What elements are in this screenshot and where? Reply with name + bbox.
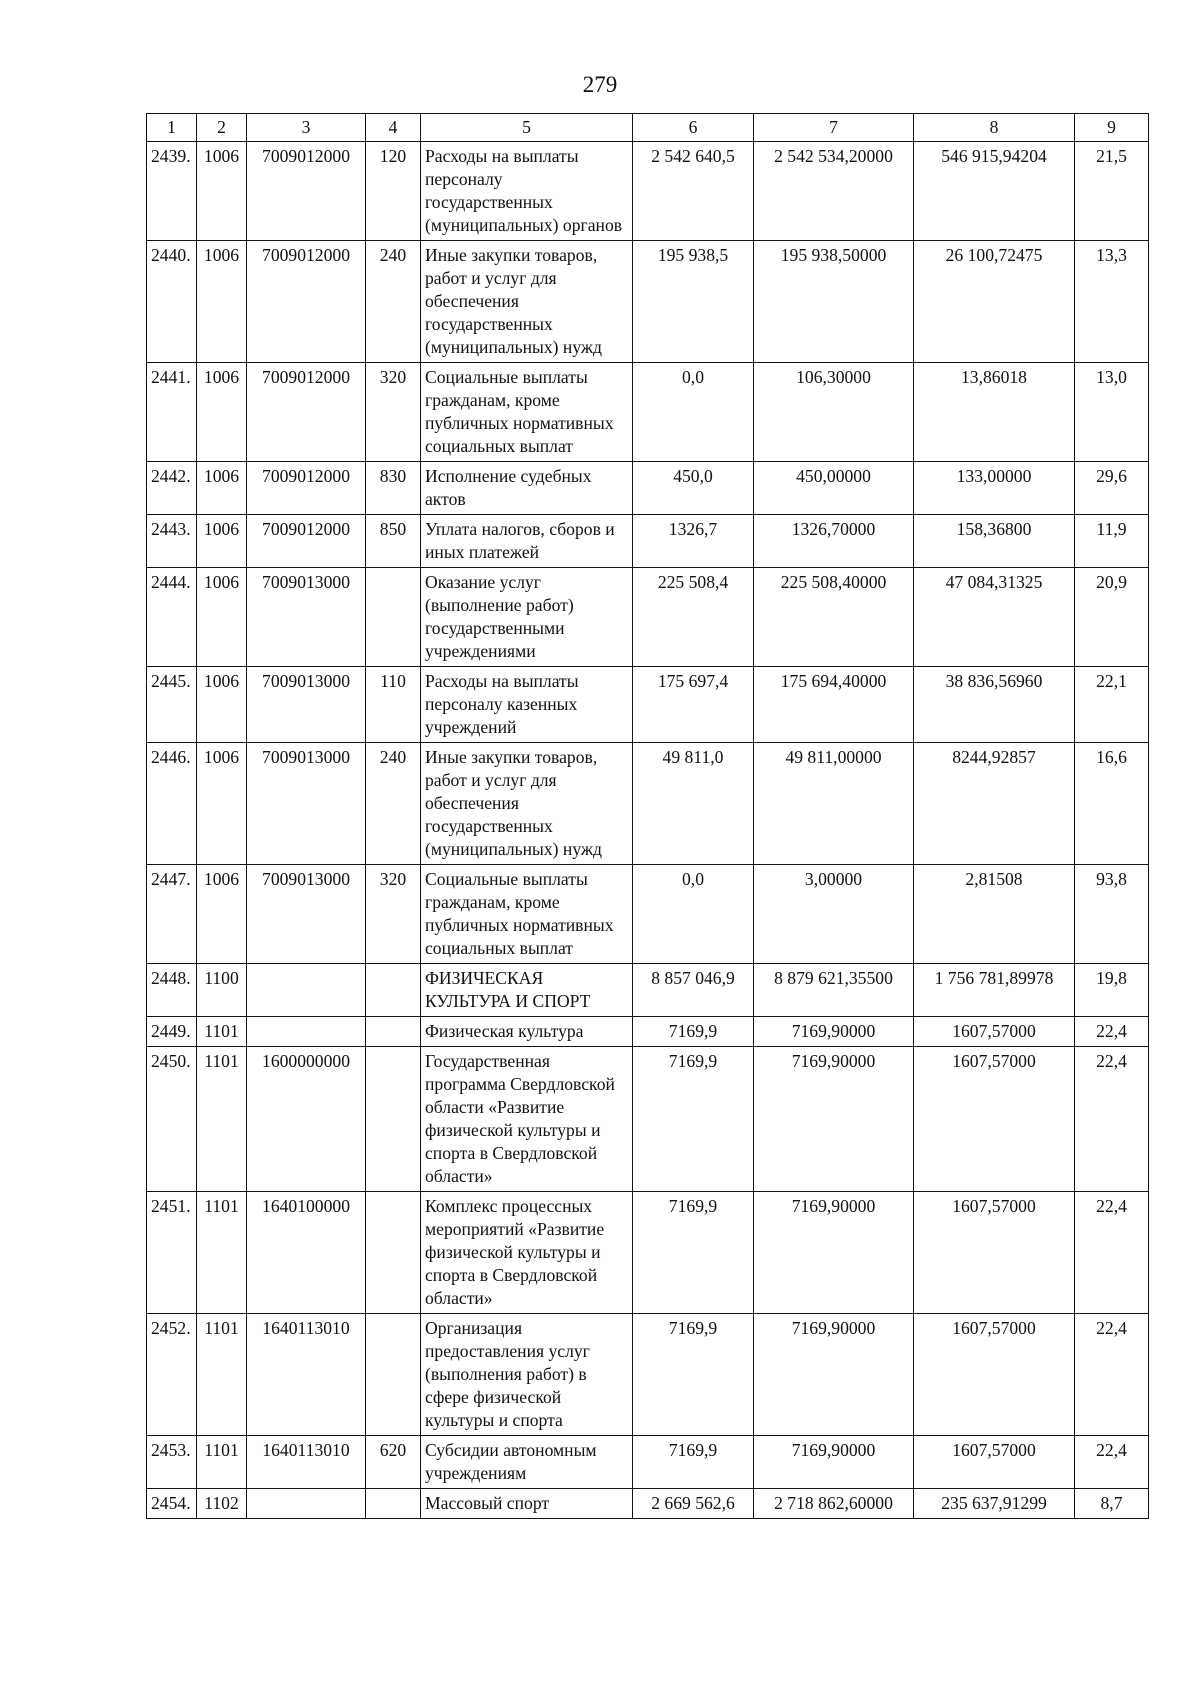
table-row [147,363,1149,462]
expense-type-cell [366,1017,421,1047]
approved-amount-cell: 7169,9 [633,1047,754,1192]
section-code-cell: 1006 [197,865,247,964]
table-row [147,142,1149,241]
table-row [147,743,1149,865]
section-code-cell: 1101 [197,1047,247,1192]
row-number-cell: 2450. [147,1047,197,1192]
table-row [147,1314,1149,1436]
revised-amount-cell: 2 718 862,60000 [754,1489,914,1519]
header-cell: 8 [914,114,1075,142]
revised-amount-cell: 225 508,40000 [754,568,914,667]
revised-amount-cell: 7169,90000 [754,1192,914,1314]
executed-amount-cell: 1607,57000 [914,1436,1075,1489]
revised-amount-cell: 7169,90000 [754,1017,914,1047]
table-body [147,142,1149,1519]
section-code-cell: 1101 [197,1017,247,1047]
execution-percent-cell: 13,3 [1075,241,1149,363]
approved-amount-cell: 450,0 [633,462,754,515]
description-cell: Государственная программа Свердловской области «Развитие физической культуры и спорта в Свердловской области» [421,1047,633,1192]
approved-amount-cell: 7169,9 [633,1436,754,1489]
header-row [147,114,1149,142]
executed-amount-cell: 1607,57000 [914,1017,1075,1047]
section-code-cell: 1006 [197,462,247,515]
execution-percent-cell: 16,6 [1075,743,1149,865]
table-row [147,1047,1149,1192]
execution-percent-cell: 13,0 [1075,363,1149,462]
header-cell: 2 [197,114,247,142]
description-cell: ФИЗИЧЕСКАЯ КУЛЬТУРА И СПОРТ [421,964,633,1017]
row-number-cell: 2440. [147,241,197,363]
approved-amount-cell: 0,0 [633,865,754,964]
expense-type-cell: 240 [366,241,421,363]
target-code-cell: 7009012000 [247,241,366,363]
revised-amount-cell: 7169,90000 [754,1047,914,1192]
target-code-cell: 1640113010 [247,1314,366,1436]
expense-type-cell: 320 [366,363,421,462]
expense-type-cell: 320 [366,865,421,964]
executed-amount-cell: 1607,57000 [914,1047,1075,1192]
execution-percent-cell: 29,6 [1075,462,1149,515]
execution-percent-cell: 22,1 [1075,667,1149,743]
description-cell: Физическая культура [421,1017,633,1047]
row-number-cell: 2446. [147,743,197,865]
section-code-cell: 1006 [197,142,247,241]
row-number-cell: 2449. [147,1017,197,1047]
execution-percent-cell: 8,7 [1075,1489,1149,1519]
target-code-cell: 7009013000 [247,667,366,743]
description-cell: Исполнение судебных актов [421,462,633,515]
approved-amount-cell: 49 811,0 [633,743,754,865]
section-code-cell: 1101 [197,1314,247,1436]
target-code-cell: 7009013000 [247,568,366,667]
approved-amount-cell: 175 697,4 [633,667,754,743]
header-cell: 4 [366,114,421,142]
executed-amount-cell: 1 756 781,89978 [914,964,1075,1017]
row-number-cell: 2442. [147,462,197,515]
revised-amount-cell: 1326,70000 [754,515,914,568]
approved-amount-cell: 225 508,4 [633,568,754,667]
executed-amount-cell: 47 084,31325 [914,568,1075,667]
header-cell: 3 [247,114,366,142]
row-number-cell: 2447. [147,865,197,964]
expense-type-cell: 120 [366,142,421,241]
execution-percent-cell: 22,4 [1075,1314,1149,1436]
header-cell: 9 [1075,114,1149,142]
approved-amount-cell: 0,0 [633,363,754,462]
expense-type-cell [366,1489,421,1519]
target-code-cell: 7009012000 [247,142,366,241]
expense-type-cell: 850 [366,515,421,568]
executed-amount-cell: 2,81508 [914,865,1075,964]
revised-amount-cell: 175 694,40000 [754,667,914,743]
executed-amount-cell: 546 915,94204 [914,142,1075,241]
approved-amount-cell: 195 938,5 [633,241,754,363]
executed-amount-cell: 1607,57000 [914,1314,1075,1436]
row-number-cell: 2439. [147,142,197,241]
row-number-cell: 2448. [147,964,197,1017]
approved-amount-cell: 2 542 640,5 [633,142,754,241]
section-code-cell: 1006 [197,667,247,743]
executed-amount-cell: 1607,57000 [914,1192,1075,1314]
expense-type-cell: 620 [366,1436,421,1489]
table-row [147,241,1149,363]
section-code-cell: 1102 [197,1489,247,1519]
execution-percent-cell: 22,4 [1075,1017,1149,1047]
approved-amount-cell: 7169,9 [633,1017,754,1047]
execution-percent-cell: 11,9 [1075,515,1149,568]
description-cell: Иные закупки товаров, работ и услуг для обеспечения государственных (муниципальных) нужд [421,743,633,865]
execution-percent-cell: 22,4 [1075,1192,1149,1314]
execution-percent-cell: 22,4 [1075,1436,1149,1489]
table-row [147,1017,1149,1047]
description-cell: Комплекс процессных мероприятий «Развитие физической культуры и спорта в Свердловской области» [421,1192,633,1314]
table-row [147,462,1149,515]
description-cell: Расходы на выплаты персоналу государственных (муниципальных) органов [421,142,633,241]
description-cell: Массовый спорт [421,1489,633,1519]
execution-percent-cell: 19,8 [1075,964,1149,1017]
description-cell: Субсидии автономным учреждениям [421,1436,633,1489]
row-number-cell: 2454. [147,1489,197,1519]
expense-type-cell [366,568,421,667]
description-cell: Организация предоставления услуг (выполнения работ) в сфере физической культуры и спорта [421,1314,633,1436]
section-code-cell: 1100 [197,964,247,1017]
section-code-cell: 1006 [197,568,247,667]
header-cell: 6 [633,114,754,142]
expense-type-cell [366,1192,421,1314]
executed-amount-cell: 133,00000 [914,462,1075,515]
approved-amount-cell: 8 857 046,9 [633,964,754,1017]
row-number-cell: 2451. [147,1192,197,1314]
description-cell: Расходы на выплаты персоналу казенных учреждений [421,667,633,743]
revised-amount-cell: 7169,90000 [754,1436,914,1489]
executed-amount-cell: 158,36800 [914,515,1075,568]
target-code-cell: 7009012000 [247,462,366,515]
executed-amount-cell: 26 100,72475 [914,241,1075,363]
table-row [147,515,1149,568]
description-cell: Социальные выплаты гражданам, кроме публичных нормативных социальных выплат [421,363,633,462]
expense-type-cell [366,1314,421,1436]
target-code-cell: 1640113010 [247,1436,366,1489]
row-number-cell: 2445. [147,667,197,743]
execution-percent-cell: 22,4 [1075,1047,1149,1192]
budget-table [146,113,1149,1519]
expense-type-cell [366,1047,421,1192]
table-row [147,964,1149,1017]
expense-type-cell: 240 [366,743,421,865]
section-code-cell: 1006 [197,515,247,568]
approved-amount-cell: 1326,7 [633,515,754,568]
executed-amount-cell: 8244,92857 [914,743,1075,865]
revised-amount-cell: 450,00000 [754,462,914,515]
expense-type-cell: 830 [366,462,421,515]
target-code-cell: 7009013000 [247,743,366,865]
header-cell: 7 [754,114,914,142]
expense-type-cell: 110 [366,667,421,743]
page-number: 279 [582,72,618,97]
executed-amount-cell: 38 836,56960 [914,667,1075,743]
revised-amount-cell: 8 879 621,35500 [754,964,914,1017]
target-code-cell [247,1017,366,1047]
row-number-cell: 2452. [147,1314,197,1436]
row-number-cell: 2453. [147,1436,197,1489]
revised-amount-cell: 7169,90000 [754,1314,914,1436]
header-cell: 1 [147,114,197,142]
table-row [147,568,1149,667]
execution-percent-cell: 21,5 [1075,142,1149,241]
section-code-cell: 1006 [197,743,247,865]
target-code-cell [247,1489,366,1519]
table-row [147,1192,1149,1314]
section-code-cell: 1006 [197,241,247,363]
target-code-cell [247,964,366,1017]
description-cell: Уплата налогов, сборов и иных платежей [421,515,633,568]
description-cell: Иные закупки товаров, работ и услуг для обеспечения государственных (муниципальных) нужд [421,241,633,363]
revised-amount-cell: 3,00000 [754,865,914,964]
target-code-cell: 7009012000 [247,363,366,462]
revised-amount-cell: 106,30000 [754,363,914,462]
target-code-cell: 7009013000 [247,865,366,964]
table-row [147,1436,1149,1489]
row-number-cell: 2444. [147,568,197,667]
revised-amount-cell: 195 938,50000 [754,241,914,363]
description-cell: Оказание услуг (выполнение работ) государственными учреждениями [421,568,633,667]
row-number-cell: 2441. [147,363,197,462]
row-number-cell: 2443. [147,515,197,568]
section-code-cell: 1101 [197,1436,247,1489]
target-code-cell: 7009012000 [247,515,366,568]
approved-amount-cell: 7169,9 [633,1314,754,1436]
table-row [147,865,1149,964]
target-code-cell: 1600000000 [247,1047,366,1192]
description-cell: Социальные выплаты гражданам, кроме публичных нормативных социальных выплат [421,865,633,964]
section-code-cell: 1006 [197,363,247,462]
table-row [147,1489,1149,1519]
approved-amount-cell: 2 669 562,6 [633,1489,754,1519]
header-cell: 5 [421,114,633,142]
executed-amount-cell: 13,86018 [914,363,1075,462]
execution-percent-cell: 20,9 [1075,568,1149,667]
section-code-cell: 1101 [197,1192,247,1314]
table-row [147,667,1149,743]
expense-type-cell [366,964,421,1017]
revised-amount-cell: 49 811,00000 [754,743,914,865]
target-code-cell: 1640100000 [247,1192,366,1314]
revised-amount-cell: 2 542 534,20000 [754,142,914,241]
executed-amount-cell: 235 637,91299 [914,1489,1075,1519]
approved-amount-cell: 7169,9 [633,1192,754,1314]
execution-percent-cell: 93,8 [1075,865,1149,964]
